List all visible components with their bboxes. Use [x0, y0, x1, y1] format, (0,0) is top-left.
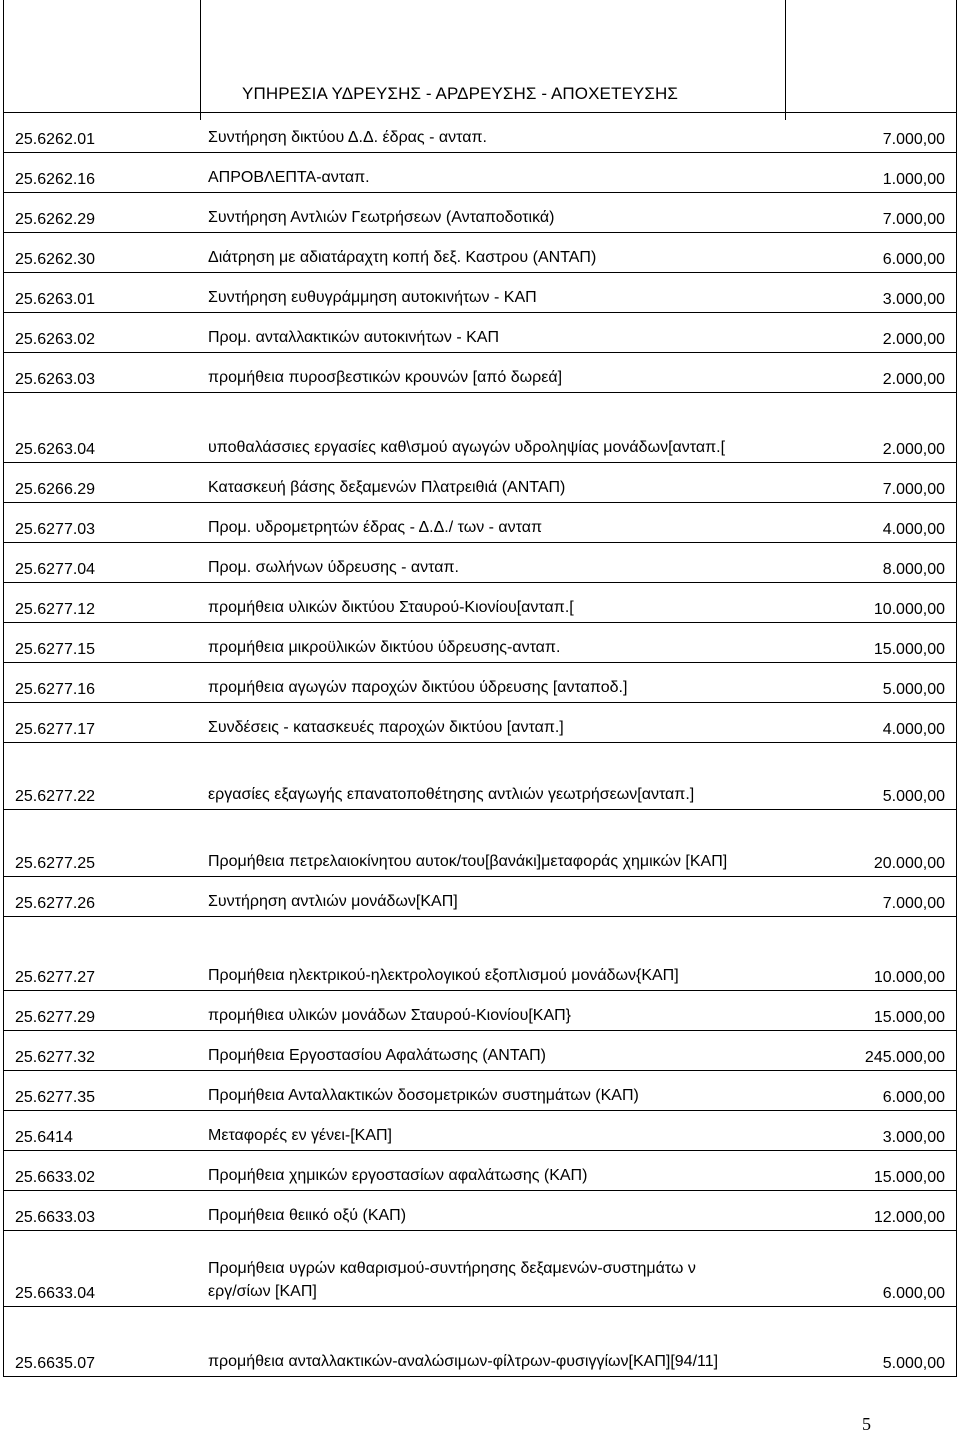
section-heading: ΥΠΗΡΕΣΙΑ ΥΔΡΕΥΣΗΣ - ΑΡΔΡΕΥΣΗΣ - ΑΠΟΧΕΤΕΥΣΗΣ: [242, 84, 678, 103]
row-amount: 2.000,00: [882, 441, 945, 458]
row-description: Διάτρηση με αδιατάραχτη κοπή δεξ. Καστρου (ΑΝΤΑΠ): [208, 249, 597, 266]
row-description: Μεταφορές εν γένει-[ΚΑΠ]: [208, 1127, 392, 1144]
table-row: [3, 1190, 957, 1230]
row-description: Προμήθεια Ανταλλακτικών δοσομετρικών συστημάτων (ΚΑΠ): [208, 1087, 639, 1104]
row-code: 25.6414: [15, 1129, 73, 1146]
table-row: [3, 662, 957, 702]
page-number: 5: [862, 1414, 871, 1434]
table-row: [3, 462, 957, 502]
row-amount: 7.000,00: [882, 481, 945, 498]
table-row: [3, 1110, 957, 1150]
row-code: 25.6633.02: [15, 1169, 96, 1186]
row-code: 25.6277.29: [15, 1009, 96, 1026]
row-code: 25.6263.01: [15, 291, 96, 308]
row-amount: 5.000,00: [882, 788, 945, 805]
row-description: Προμ. υδρομετρητών έδρας - Δ.Δ./ των - ανταπ: [208, 519, 543, 536]
row-code: 25.6277.27: [15, 969, 96, 986]
row-description: Συντήρηση Αντλιών Γεωτρήσεων (Ανταποδοτικά): [208, 209, 555, 226]
table-row: [3, 876, 957, 916]
row-description: Προμήθεια χημικών εργοστασίων αφαλάτωσης (ΚΑΠ): [208, 1167, 588, 1184]
row-amount: 6.000,00: [882, 251, 945, 268]
table-row: [3, 582, 957, 622]
row-code: 25.6263.03: [15, 371, 96, 388]
row-amount: 7.000,00: [882, 895, 945, 912]
row-description: Προμήθεια υγρών καθαρισμού-συντήρησης δεξαμενών-συστημάτω ν εργ/σίων [ΚΑΠ]: [208, 1260, 696, 1300]
row-description: υποθαλάσσιες εργασίες καθ\σμού αγωγών υδροληψίας μονάδων[ανταπ.[: [208, 439, 726, 456]
table-row: [3, 542, 957, 582]
row-amount: 15.000,00: [873, 641, 945, 658]
table-row: [3, 392, 957, 462]
table-row: [3, 809, 957, 876]
table-row: [3, 312, 957, 352]
column-divider-right: [785, 0, 786, 120]
row-description: Κατασκευή βάσης δεξαμενών Πλατρειθιά (ΑΝΤΑΠ): [208, 479, 566, 496]
table-row: [3, 1306, 957, 1376]
row-amount: 7.000,00: [882, 211, 945, 228]
row-amount: 10.000,00: [873, 969, 945, 986]
row-description: Προμ. σωλήνων ύδρευσης - ανταπ.: [208, 559, 459, 576]
row-amount: 20.000,00: [873, 855, 945, 872]
column-divider-left: [200, 0, 201, 120]
row-amount: 15.000,00: [873, 1009, 945, 1026]
row-description: Συντήρηση δικτύου Δ.Δ. έδρας - ανταπ.: [208, 129, 487, 146]
row-code: 25.6262.16: [15, 171, 96, 188]
row-description: εργασίες εξαγωγής επανατοποθέτησης αντλιών γεωτρήσεων[ανταπ.]: [208, 786, 695, 803]
table-row: [3, 1030, 957, 1070]
table-row: [3, 502, 957, 542]
row-description: προμήθεια μικροϋλικών δικτύου ύδρευσης-ανταπ.: [208, 639, 561, 656]
row-description: Συντήρηση ευθυγράμμηση αυτοκινήτων - ΚΑΠ: [208, 289, 537, 306]
row-description: Προμήθεια Εργοστασίου Αφαλάτωσης (ΑΝΤΑΠ): [208, 1047, 546, 1064]
table-row: [3, 1150, 957, 1190]
row-code: 25.6277.16: [15, 681, 96, 698]
row-code: 25.6277.32: [15, 1049, 96, 1066]
table-row: [3, 916, 957, 990]
row-description: ΑΠΡΟΒΛΕΠΤΑ-ανταπ.: [208, 169, 370, 186]
row-description: προμήθεια υλικών δικτύου Σταυρού-Κιονίου[ανταπ.[: [208, 599, 574, 616]
row-description: Προμήθεια πετρελαιοκίνητου αυτοκ/του[βανάκι]μεταφοράς χημικών [ΚΑΠ]: [208, 853, 728, 870]
row-amount: 8.000,00: [882, 561, 945, 578]
row-code: 25.6262.30: [15, 251, 96, 268]
row-description: προμήθεια πυροσβεστικών κρουνών [από δωρεά]: [208, 369, 563, 386]
row-amount: 7.000,00: [882, 131, 945, 148]
row-amount: 5.000,00: [882, 681, 945, 698]
row-amount: 4.000,00: [882, 521, 945, 538]
row-code: 25.6262.29: [15, 211, 96, 228]
table-row: [3, 742, 957, 809]
table-row: [3, 272, 957, 312]
row-description: προμήθιεα υλικών μονάδων Σταυρού-Κιονίου[ΚΑΠ}: [208, 1007, 572, 1024]
row-code: 25.6277.25: [15, 855, 96, 872]
row-code: 25.6277.17: [15, 721, 96, 738]
row-code: 25.6633.03: [15, 1209, 96, 1226]
row-code: 25.6277.04: [15, 561, 96, 578]
row-code: 25.6277.35: [15, 1089, 96, 1106]
row-description: Προμήθεια θειικό οξύ (ΚΑΠ): [208, 1207, 407, 1224]
row-amount: 245.000,00: [864, 1049, 945, 1066]
row-amount: 15.000,00: [873, 1169, 945, 1186]
table-row: [3, 192, 957, 232]
row-amount: 6.000,00: [882, 1285, 945, 1302]
table-row: [3, 990, 957, 1030]
row-amount: 6.000,00: [882, 1089, 945, 1106]
table-row: [3, 622, 957, 662]
table-row: [3, 352, 957, 392]
row-description: Προμήθεια ηλεκτρικού-ηλεκτρολογικού εξοπλισμού μονάδων{ΚΑΠ]: [208, 967, 679, 984]
row-code: 25.6266.29: [15, 481, 96, 498]
row-code: 25.6263.02: [15, 331, 96, 348]
row-description: προμήθεια ανταλλακτικών-αναλώσιμων-φίλτρων-φυσιγγίων[ΚΑΠ][94/11]: [208, 1353, 719, 1370]
row-code: 25.6635.07: [15, 1355, 96, 1372]
table-row: [3, 152, 957, 192]
row-amount: 4.000,00: [882, 721, 945, 738]
row-code: 25.6633.04: [15, 1285, 96, 1302]
table-row: [3, 702, 957, 742]
row-description: Προμ. ανταλλακτικών αυτοκινήτων - ΚΑΠ: [208, 329, 500, 346]
table-row: [3, 232, 957, 272]
row-code: 25.6277.26: [15, 895, 96, 912]
row-amount: 10.000,00: [873, 601, 945, 618]
row-code: 25.6262.01: [15, 131, 96, 148]
row-code: 25.6263.04: [15, 441, 96, 458]
row-amount: 5.000,00: [882, 1355, 945, 1372]
row-description: Συντήρηση αντλιών μονάδων[ΚΑΠ]: [208, 893, 458, 910]
row-amount: 2.000,00: [882, 331, 945, 348]
row-amount: 12.000,00: [873, 1209, 945, 1226]
row-code: 25.6277.22: [15, 788, 96, 805]
row-code: 25.6277.12: [15, 601, 96, 618]
row-description: Συνδέσεις - κατασκευές παροχών δικτύου [ανταπ.]: [208, 719, 564, 736]
row-amount: 1.000,00: [882, 171, 945, 188]
row-amount: 3.000,00: [882, 291, 945, 308]
row-description: προμήθεια αγωγών παροχών δικτύου ύδρευσης [ανταποδ.]: [208, 679, 628, 696]
row-code: 25.6277.03: [15, 521, 96, 538]
table-row: [3, 112, 957, 152]
row-amount: 3.000,00: [882, 1129, 945, 1146]
row-amount: 2.000,00: [882, 371, 945, 388]
table-row: [3, 1230, 957, 1306]
table-row: [3, 1070, 957, 1110]
row-code: 25.6277.15: [15, 641, 96, 658]
